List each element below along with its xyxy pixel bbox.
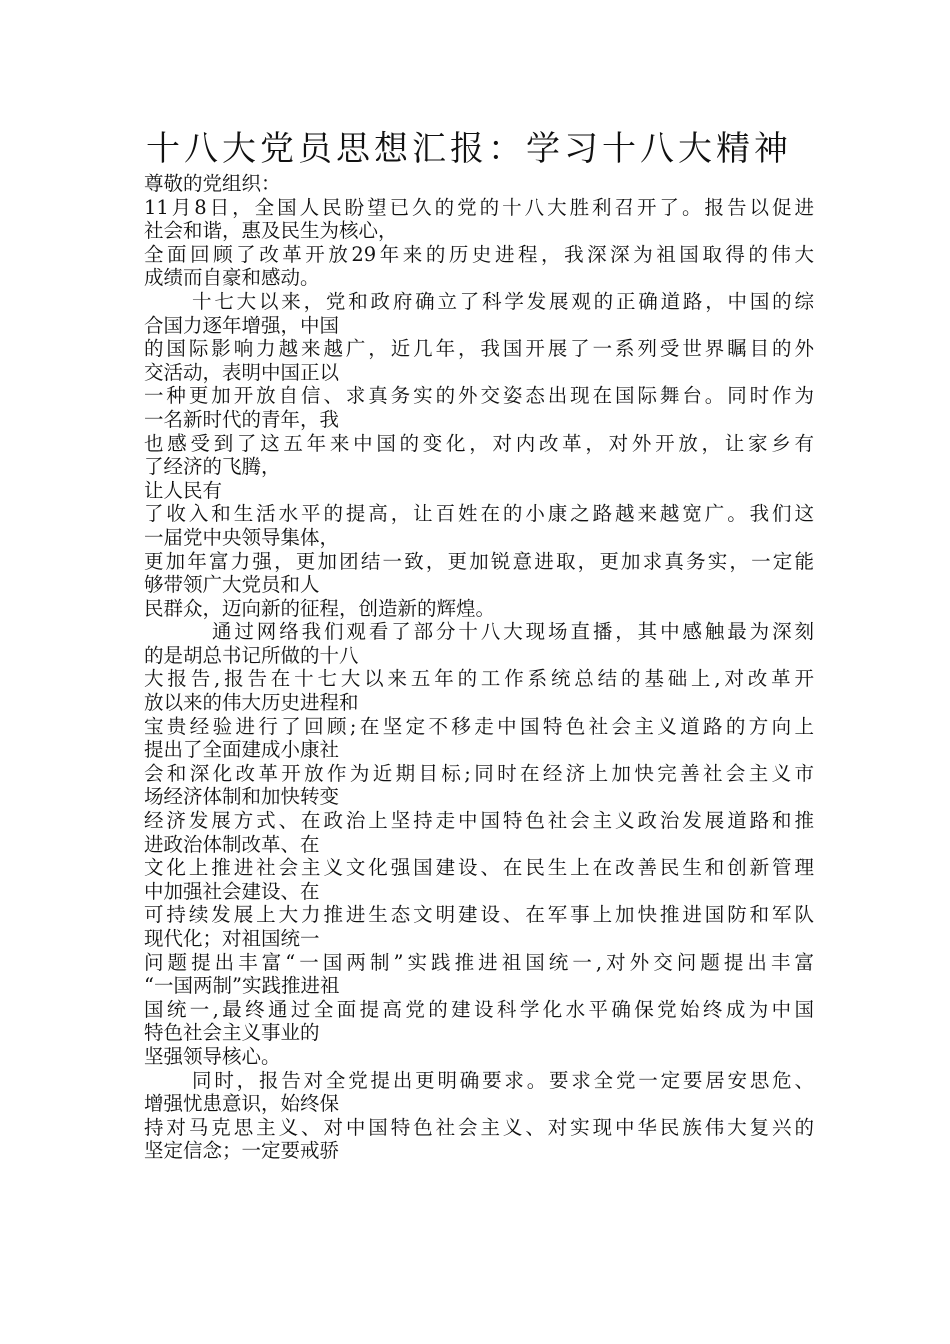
text-line: 了收入和生活水平的提高，让百姓在的小康之路越来越宽广。我们这 — [144, 502, 814, 526]
text-line: 持对马克思主义、对中国特色社会主义、对实现中华民族伟大复兴的 — [144, 1115, 814, 1139]
text-line: 11月8日，全国人民盼望已久的党的十八大胜利召开了。报告以促进 — [144, 195, 814, 219]
text-line: 场经济体制和加快转变 — [144, 785, 340, 809]
text-line: 十七大以来，党和政府确立了科学发展观的正确道路，中国的综 — [192, 289, 814, 313]
text-line: 增强忧患意识，始终保 — [144, 1092, 340, 1116]
text-line: “一国两制”实践推进祖 — [144, 974, 340, 998]
text-line: 交活动，表明中国正以 — [144, 360, 340, 384]
text-line: 一种更加开放自信、求真务实的外交姿态出现在国际舞台。同时作为 — [144, 384, 814, 408]
text-line: 一届党中央领导集体， — [144, 525, 340, 549]
text-line: 宝贵经验进行了回顾;在坚定不移走中国特色社会主义道路的方向上 — [144, 714, 814, 738]
text-line: 中加强社会建设、在 — [144, 879, 320, 903]
text-line: 让人民有 — [144, 478, 223, 502]
text-line: 的是胡总书记所做的十八 — [144, 643, 359, 667]
text-line: 够带领广大党员和人 — [144, 573, 320, 597]
text-line: 合国力逐年增强，中国 — [144, 313, 340, 337]
text-line: 国统一,最终通过全面提高党的建设科学化水平确保党始终成为中国 — [144, 997, 814, 1021]
text-line: 尊敬的党组织： — [144, 172, 281, 195]
text-line: 坚强领导核心。 — [144, 1044, 281, 1068]
text-line: 大报告,报告在十七大以来五年的工作系统总结的基础上,对改革开 — [144, 667, 814, 691]
document-body — [144, 172, 814, 1163]
text-line: 现代化；对祖国统一 — [144, 927, 320, 950]
text-line: 文化上推进社会主义文化强国建设、在民生上在改善民生和创新管理 — [144, 856, 814, 880]
text-line: 经济发展方式、在政治上坚持走中国特色社会主义政治发展道路和推 — [144, 809, 814, 833]
text-line: 民群众，迈向新的征程，创造新的辉煌。 — [144, 596, 496, 620]
text-line: 了经济的飞腾， — [144, 455, 281, 479]
text-line: 更加年富力强，更加团结一致，更加锐意进取，更加求真务实，一定能 — [144, 549, 814, 573]
text-line: 进政治体制改革、在 — [144, 832, 320, 856]
text-line: 提出了全面建成小康社 — [144, 738, 340, 762]
text-line: 会和深化改革开放作为近期目标;同时在经济上加快完善社会主义市 — [144, 761, 814, 785]
text-line: 全面回顾了改革开放29年来的历史进程，我深深为祖国取得的伟大 — [144, 242, 814, 266]
text-line: 一名新时代的青年，我 — [144, 407, 340, 431]
text-line: 放以来的伟大历史进程和 — [144, 691, 359, 715]
text-line: 坚定信念；一定要戒骄 — [144, 1139, 340, 1163]
text-line: 特色社会主义事业的 — [144, 1021, 320, 1045]
text-line: 的国际影响力越来越广，近几年，我国开展了一系列受世界瞩目的外 — [144, 337, 814, 361]
text-line: 可持续发展上大力推进生态文明建设、在军事上加快推进国防和军队 — [144, 903, 814, 927]
text-line: 同时，报告对全党提出更明确要求。要求全党一定要居安思危、 — [192, 1068, 814, 1092]
text-line: 通过网络我们观看了部分十八大现场直播，其中感触最为深刻 — [212, 620, 814, 644]
text-line: 也感受到了这五年来中国的变化，对内改革，对外开放，让家乡有 — [144, 431, 814, 455]
text-line: 问题提出丰富“一国两制”实践推进祖国统一,对外交问题提出丰富 — [144, 950, 814, 974]
text-line: 社会和谐，惠及民生为核心， — [144, 219, 398, 243]
document-title: 十八大党员思想汇报：学习十八大精神 — [146, 129, 792, 169]
text-line: 成绩而自豪和感动。 — [144, 266, 320, 290]
